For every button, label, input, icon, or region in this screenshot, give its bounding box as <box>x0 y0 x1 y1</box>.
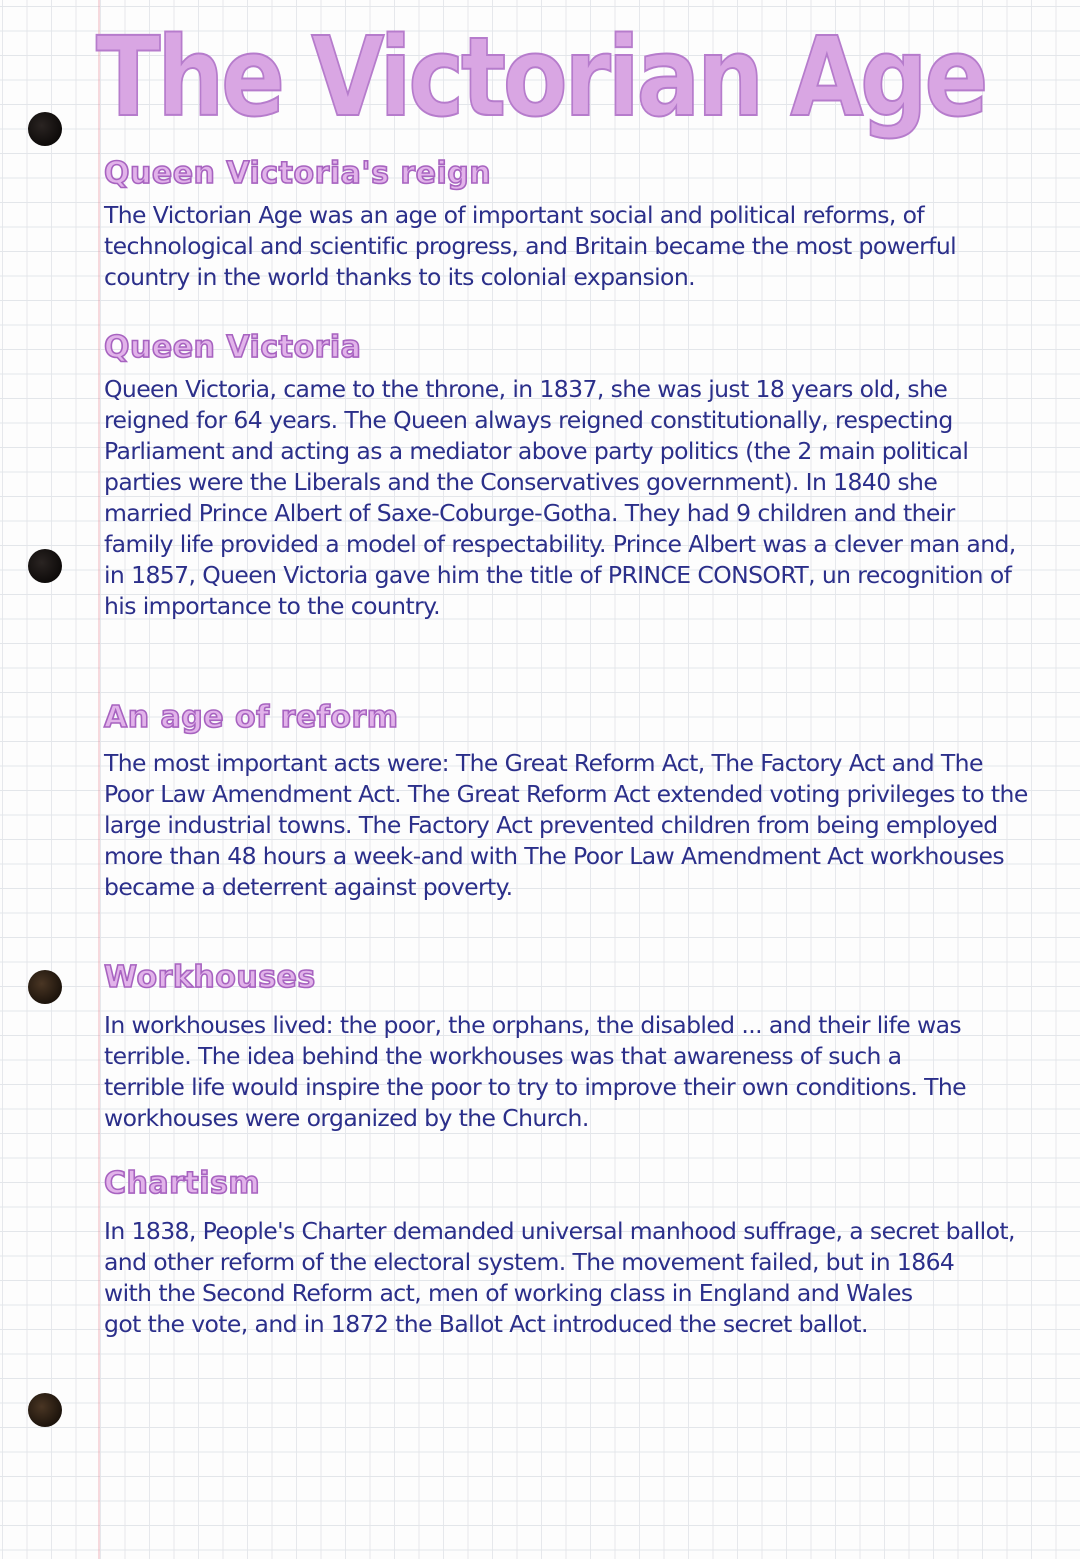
text-line: Queen Victoria, came to the throne, in 1837, she was just 18 years old, she <box>104 375 948 403</box>
text-line: in 1857, Queen Victoria gave him the title of PRINCE CONSORT, un recognition of <box>104 561 1012 589</box>
binder-hole <box>28 970 62 1004</box>
text-line: more than 48 hours a week-and with The Poor Law Amendment Act workhouses <box>104 842 1005 870</box>
text-line: technological and scientific progress, and Britain became the most powerful <box>104 232 957 260</box>
text-line: and other reform of the electoral system. The movement failed, but in 1864 <box>104 1248 955 1276</box>
section-heading-queen-victorias-reign: Queen Victoria's reign <box>104 156 492 191</box>
text-line: Poor Law Amendment Act. The Great Reform Act extended voting privileges to the <box>104 780 1028 808</box>
text-line: In workhouses lived: the poor, the orphans, the disabled ... and their life was <box>104 1011 962 1039</box>
text-line: The Victorian Age was an age of important social and political reforms, of <box>104 201 925 229</box>
section-text-queen-victoria <box>104 374 1016 622</box>
text-line: family life provided a model of respectability. Prince Albert was a clever man and, <box>104 530 1016 558</box>
text-line: In 1838, People's Charter demanded universal manhood suffrage, a secret ballot, <box>104 1217 1015 1245</box>
text-line: country in the world thanks to its colonial expansion. <box>104 263 695 291</box>
text-line: got the vote, and in 1872 the Ballot Act introduced the secret ballot. <box>104 1310 868 1338</box>
text-line: terrible life would inspire the poor to try to improve their own conditions. The <box>104 1073 966 1101</box>
binder-hole <box>28 112 62 146</box>
text-line: workhouses were organized by the Church. <box>104 1104 589 1132</box>
text-line: reigned for 64 years. The Queen always reigned constitutionally, respecting <box>104 406 953 434</box>
section-text-queen-victorias-reign <box>104 200 984 293</box>
text-line: Parliament and acting as a mediator above party politics (the 2 main political <box>104 437 969 465</box>
text-line: married Prince Albert of Saxe-Coburge-Gotha. They had 9 children and their <box>104 499 955 527</box>
binder-hole <box>28 1393 62 1427</box>
text-line: with the Second Reform act, men of working class in England and Wales <box>104 1279 913 1307</box>
text-line: his importance to the country. <box>104 592 440 620</box>
text-line: large industrial towns. The Factory Act prevented children from being employed <box>104 811 998 839</box>
section-heading-queen-victoria: Queen Victoria <box>104 330 362 365</box>
section-text-an-age-of-reform <box>104 748 1028 903</box>
margin-line <box>98 0 100 1559</box>
section-text-workhouses <box>104 1010 984 1134</box>
section-heading-an-age-of-reform: An age of reform <box>104 700 399 735</box>
text-line: became a deterrent against poverty. <box>104 873 513 901</box>
text-line: The most important acts were: The Great Reform Act, The Factory Act and The <box>104 749 983 777</box>
page-title: The Victorian Age <box>96 13 986 141</box>
section-heading-chartism: Chartism <box>104 1166 261 1201</box>
text-line: parties were the Liberals and the Conservatives government). In 1840 she <box>104 468 938 496</box>
text-line: terrible. The idea behind the workhouses was that awareness of such a <box>104 1042 902 1070</box>
section-heading-workhouses: Workhouses <box>104 960 316 995</box>
binder-hole <box>28 549 62 583</box>
section-text-chartism <box>104 1216 1015 1340</box>
